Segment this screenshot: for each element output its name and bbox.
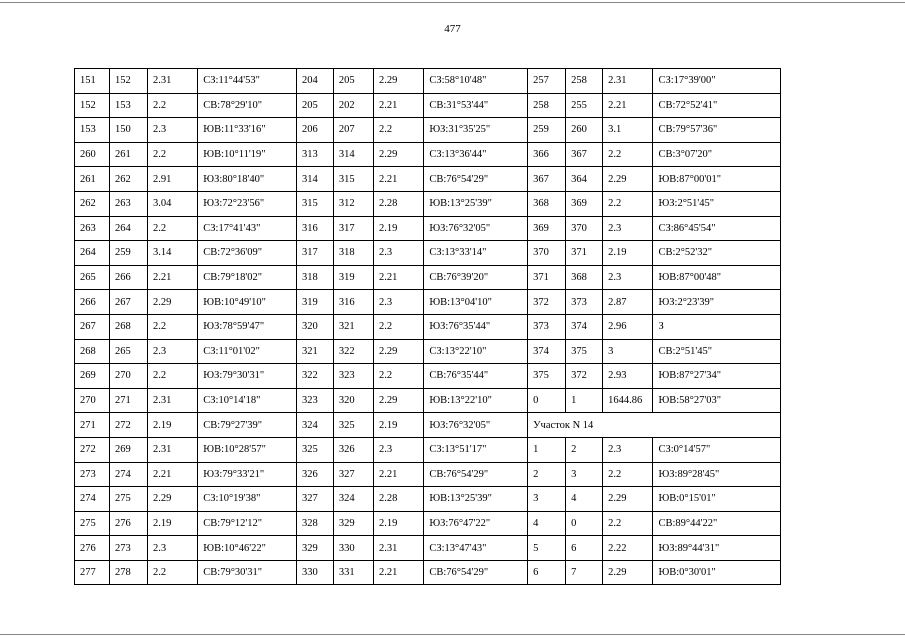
cell-bearing: СВ:89°44'22": [653, 511, 781, 536]
cell-to-point: 202: [333, 93, 373, 118]
cell-from-point: 314: [296, 167, 333, 192]
cell-from-point: 327: [296, 487, 333, 512]
cell-from-point: 375: [528, 364, 566, 389]
table-row: [75, 462, 781, 487]
cell-from-point: 316: [296, 216, 333, 241]
table-row: [75, 437, 781, 462]
cell-from-point: 326: [296, 462, 333, 487]
cell-bearing: ЮЗ:89°44'31": [653, 536, 781, 561]
cell-bearing: ЮЗ:2°23'39": [653, 290, 781, 315]
cell-distance: 3: [603, 339, 653, 364]
cell-bearing: СВ:76°54'29": [424, 462, 528, 487]
cell-distance: 1644.86: [603, 388, 653, 413]
cell-from-point: 366: [528, 142, 566, 167]
cell-from-point: 325: [296, 437, 333, 462]
cell-from-point: 315: [296, 191, 333, 216]
cell-bearing: СЗ:17°41'43": [198, 216, 297, 241]
cell-to-point: 268: [109, 314, 147, 339]
cell-distance: 2.2: [603, 142, 653, 167]
cell-from-point: 204: [296, 69, 333, 94]
cell-to-point: 205: [333, 69, 373, 94]
cell-from-point: 265: [75, 265, 110, 290]
cell-bearing: СЗ:13°51'17": [424, 437, 528, 462]
table-row: [75, 560, 781, 585]
cell-from-point: 373: [528, 314, 566, 339]
cell-bearing: СВ:76°39'20": [424, 265, 528, 290]
cell-to-point: 314: [333, 142, 373, 167]
cell-bearing: ЮЗ:78°59'47": [198, 314, 297, 339]
cell-bearing: ЮВ:10°28'57": [198, 437, 297, 462]
cell-to-point: 316: [333, 290, 373, 315]
cell-bearing: ЮВ:13°25'39": [424, 487, 528, 512]
cell-distance: 2.3: [147, 118, 197, 143]
cell-from-point: 263: [75, 216, 110, 241]
cell-from-point: 322: [296, 364, 333, 389]
cell-bearing: СВ:79°30'31": [198, 560, 297, 585]
cell-distance: 2.21: [147, 265, 197, 290]
cell-distance: 2.3: [603, 437, 653, 462]
cell-to-point: 325: [333, 413, 373, 438]
cell-from-point: 371: [528, 265, 566, 290]
cell-from-point: 268: [75, 339, 110, 364]
cell-bearing: СВ:2°51'45": [653, 339, 781, 364]
cell-to-point: 276: [109, 511, 147, 536]
survey-table: [74, 68, 781, 585]
cell-from-point: 258: [528, 93, 566, 118]
cell-bearing: ЮВ:0°15'01": [653, 487, 781, 512]
cell-to-point: 278: [109, 560, 147, 585]
cell-to-point: 261: [109, 142, 147, 167]
cell-bearing: СЗ:13°22'10": [424, 339, 528, 364]
cell-bearing: ЮЗ:80°18'40": [198, 167, 297, 192]
cell-bearing: СВ:2°52'32": [653, 241, 781, 266]
cell-bearing: СВ:72°36'09": [198, 241, 297, 266]
cell-distance: 2.29: [374, 388, 424, 413]
cell-from-point: 206: [296, 118, 333, 143]
cell-distance: 2.19: [374, 216, 424, 241]
cell-distance: 2.19: [374, 511, 424, 536]
cell-bearing: ЮВ:10°49'10": [198, 290, 297, 315]
cell-bearing: СЗ:11°44'53": [198, 69, 297, 94]
cell-to-point: 321: [333, 314, 373, 339]
cell-to-point: 323: [333, 364, 373, 389]
cell-distance: 2.29: [603, 487, 653, 512]
cell-from-point: 318: [296, 265, 333, 290]
cell-distance: 2.21: [374, 560, 424, 585]
cell-to-point: 330: [333, 536, 373, 561]
cell-distance: 2.2: [147, 93, 197, 118]
cell-distance: 2.3: [374, 437, 424, 462]
cell-distance: 2.3: [603, 216, 653, 241]
table-row: [75, 487, 781, 512]
table-row: [75, 191, 781, 216]
cell-from-point: 276: [75, 536, 110, 561]
cell-bearing: СВ:78°29'10": [198, 93, 297, 118]
cell-from-point: 321: [296, 339, 333, 364]
cell-bearing: ЮВ:13°22'10": [424, 388, 528, 413]
cell-to-point: 324: [333, 487, 373, 512]
cell-to-point: 267: [109, 290, 147, 315]
cell-from-point: 261: [75, 167, 110, 192]
cell-distance: 2.93: [603, 364, 653, 389]
cell-to-point: 152: [109, 69, 147, 94]
cell-distance: 2.29: [374, 339, 424, 364]
cell-distance: 2.19: [147, 413, 197, 438]
cell-from-point: 151: [75, 69, 110, 94]
cell-from-point: 270: [75, 388, 110, 413]
cell-from-point: 324: [296, 413, 333, 438]
cell-distance: 2.29: [147, 290, 197, 315]
cell-distance: 2.3: [374, 290, 424, 315]
cell-distance: 2.2: [603, 191, 653, 216]
cell-to-point: 7: [566, 560, 603, 585]
cell-bearing: СВ:31°53'44": [424, 93, 528, 118]
cell-to-point: 265: [109, 339, 147, 364]
cell-from-point: 6: [528, 560, 566, 585]
cell-from-point: 328: [296, 511, 333, 536]
cell-bearing: ЮЗ:2°51'45": [653, 191, 781, 216]
cell-from-point: 1: [528, 437, 566, 462]
cell-bearing: ЮЗ:76°32'05": [424, 413, 528, 438]
cell-to-point: 372: [566, 364, 603, 389]
cell-to-point: 266: [109, 265, 147, 290]
cell-distance: 2.31: [147, 388, 197, 413]
cell-from-point: 205: [296, 93, 333, 118]
cell-bearing: СЗ:10°14'18": [198, 388, 297, 413]
table-row: [75, 93, 781, 118]
scan-top-edge: [0, 2, 905, 3]
cell-to-point: 374: [566, 314, 603, 339]
cell-to-point: 315: [333, 167, 373, 192]
cell-distance: 2.21: [147, 462, 197, 487]
cell-from-point: 329: [296, 536, 333, 561]
cell-bearing: ЮЗ:79°33'21": [198, 462, 297, 487]
cell-bearing: З: [653, 314, 781, 339]
cell-to-point: 275: [109, 487, 147, 512]
cell-distance: 2.2: [147, 216, 197, 241]
cell-to-point: 367: [566, 142, 603, 167]
cell-to-point: 3: [566, 462, 603, 487]
cell-bearing: СЗ:13°47'43": [424, 536, 528, 561]
table-row: [75, 69, 781, 94]
cell-distance: 2.3: [147, 536, 197, 561]
cell-to-point: 259: [109, 241, 147, 266]
cell-to-point: 331: [333, 560, 373, 585]
table-row: [75, 314, 781, 339]
cell-to-point: 150: [109, 118, 147, 143]
cell-to-point: 375: [566, 339, 603, 364]
cell-distance: 2.29: [374, 69, 424, 94]
cell-from-point: 320: [296, 314, 333, 339]
table-row: [75, 241, 781, 266]
cell-to-point: 262: [109, 167, 147, 192]
cell-bearing: ЮВ:87°27'34": [653, 364, 781, 389]
cell-from-point: 3: [528, 487, 566, 512]
cell-bearing: СЗ:58°10'48": [424, 69, 528, 94]
cell-to-point: 258: [566, 69, 603, 94]
cell-bearing: ЮВ:87°00'48": [653, 265, 781, 290]
cell-to-point: 264: [109, 216, 147, 241]
cell-to-point: 153: [109, 93, 147, 118]
cell-distance: 2.28: [374, 191, 424, 216]
cell-from-point: 264: [75, 241, 110, 266]
cell-distance: 3.14: [147, 241, 197, 266]
cell-distance: 2.29: [147, 487, 197, 512]
survey-table-body: [75, 69, 781, 585]
cell-distance: 2.3: [374, 241, 424, 266]
cell-from-point: 374: [528, 339, 566, 364]
cell-bearing: ЮВ:87°00'01": [653, 167, 781, 192]
cell-distance: 2.29: [603, 560, 653, 585]
cell-bearing: СВ:79°27'39": [198, 413, 297, 438]
cell-bearing: ЮВ:58°27'03": [653, 388, 781, 413]
table-row: [75, 511, 781, 536]
cell-bearing: СЗ:86°45'54": [653, 216, 781, 241]
cell-from-point: 257: [528, 69, 566, 94]
cell-from-point: 153: [75, 118, 110, 143]
cell-bearing: ЮВ:11°33'16": [198, 118, 297, 143]
cell-to-point: 269: [109, 437, 147, 462]
cell-from-point: 262: [75, 191, 110, 216]
cell-bearing: СЗ:11°01'02": [198, 339, 297, 364]
cell-distance: 2.31: [603, 69, 653, 94]
table-row: [75, 142, 781, 167]
cell-to-point: 273: [109, 536, 147, 561]
table-row: [75, 364, 781, 389]
cell-from-point: 267: [75, 314, 110, 339]
cell-from-point: 275: [75, 511, 110, 536]
cell-to-point: 270: [109, 364, 147, 389]
cell-to-point: 312: [333, 191, 373, 216]
cell-distance: 2.19: [603, 241, 653, 266]
cell-from-point: 2: [528, 462, 566, 487]
cell-to-point: 370: [566, 216, 603, 241]
cell-from-point: 273: [75, 462, 110, 487]
section-caption: Участок N 14: [528, 413, 781, 438]
cell-distance: 2.29: [603, 167, 653, 192]
cell-from-point: 313: [296, 142, 333, 167]
cell-distance: 2.19: [147, 511, 197, 536]
cell-bearing: ЮЗ:76°32'05": [424, 216, 528, 241]
table-row: [75, 265, 781, 290]
cell-bearing: ЮЗ:31°35'25": [424, 118, 528, 143]
cell-from-point: 4: [528, 511, 566, 536]
cell-distance: 2.3: [147, 339, 197, 364]
cell-to-point: 274: [109, 462, 147, 487]
table-row: [75, 118, 781, 143]
cell-distance: 2.96: [603, 314, 653, 339]
cell-to-point: 271: [109, 388, 147, 413]
cell-to-point: 371: [566, 241, 603, 266]
cell-to-point: 2: [566, 437, 603, 462]
cell-distance: 2.22: [603, 536, 653, 561]
cell-from-point: 271: [75, 413, 110, 438]
cell-from-point: 367: [528, 167, 566, 192]
cell-to-point: 263: [109, 191, 147, 216]
cell-to-point: 318: [333, 241, 373, 266]
cell-to-point: 329: [333, 511, 373, 536]
cell-distance: 2.2: [603, 511, 653, 536]
cell-to-point: 327: [333, 462, 373, 487]
cell-bearing: ЮВ:10°11'19": [198, 142, 297, 167]
cell-to-point: 207: [333, 118, 373, 143]
cell-from-point: 330: [296, 560, 333, 585]
cell-bearing: СВ:3°07'20": [653, 142, 781, 167]
scan-bottom-edge: [0, 634, 905, 635]
cell-bearing: СВ:76°54'29": [424, 560, 528, 585]
table-row: [75, 339, 781, 364]
cell-from-point: 319: [296, 290, 333, 315]
cell-to-point: 260: [566, 118, 603, 143]
cell-from-point: 323: [296, 388, 333, 413]
cell-bearing: СЗ:13°36'44": [424, 142, 528, 167]
cell-bearing: ЮЗ:79°30'31": [198, 364, 297, 389]
cell-distance: 2.21: [374, 265, 424, 290]
cell-bearing: СЗ:0°14'57": [653, 437, 781, 462]
table-row: [75, 216, 781, 241]
cell-distance: 2.2: [147, 314, 197, 339]
cell-from-point: 317: [296, 241, 333, 266]
cell-distance: 2.19: [374, 413, 424, 438]
cell-from-point: 260: [75, 142, 110, 167]
cell-to-point: 364: [566, 167, 603, 192]
table-row: [75, 413, 781, 438]
cell-distance: 2.3: [603, 265, 653, 290]
cell-distance: 2.21: [374, 167, 424, 192]
cell-distance: 2.2: [147, 142, 197, 167]
cell-bearing: ЮЗ:76°47'22": [424, 511, 528, 536]
cell-distance: 2.2: [374, 364, 424, 389]
cell-bearing: СЗ:17°39'00": [653, 69, 781, 94]
cell-from-point: 259: [528, 118, 566, 143]
cell-from-point: 274: [75, 487, 110, 512]
cell-to-point: 320: [333, 388, 373, 413]
cell-bearing: СВ:76°54'29": [424, 167, 528, 192]
table-row: [75, 388, 781, 413]
cell-distance: 2.28: [374, 487, 424, 512]
cell-to-point: 255: [566, 93, 603, 118]
cell-bearing: ЮВ:0°30'01": [653, 560, 781, 585]
cell-bearing: СВ:79°57'36": [653, 118, 781, 143]
cell-distance: 2.31: [374, 536, 424, 561]
cell-distance: 2.21: [603, 93, 653, 118]
cell-bearing: СВ:79°12'12": [198, 511, 297, 536]
cell-from-point: 266: [75, 290, 110, 315]
cell-to-point: 6: [566, 536, 603, 561]
cell-distance: 2.21: [374, 462, 424, 487]
cell-bearing: ЮЗ:72°23'56": [198, 191, 297, 216]
cell-distance: 2.2: [147, 560, 197, 585]
cell-bearing: ЮВ:13°04'10": [424, 290, 528, 315]
cell-distance: 3.1: [603, 118, 653, 143]
cell-from-point: 5: [528, 536, 566, 561]
cell-distance: 2.91: [147, 167, 197, 192]
cell-to-point: 373: [566, 290, 603, 315]
cell-distance: 2.2: [374, 118, 424, 143]
cell-distance: 3.04: [147, 191, 197, 216]
cell-bearing: СВ:76°35'44": [424, 364, 528, 389]
cell-from-point: 372: [528, 290, 566, 315]
cell-to-point: 319: [333, 265, 373, 290]
cell-distance: 2.31: [147, 69, 197, 94]
cell-to-point: 369: [566, 191, 603, 216]
table-row: [75, 167, 781, 192]
cell-bearing: ЮВ:10°46'22": [198, 536, 297, 561]
cell-from-point: 277: [75, 560, 110, 585]
cell-from-point: 0: [528, 388, 566, 413]
table-row: [75, 290, 781, 315]
cell-bearing: СЗ:13°33'14": [424, 241, 528, 266]
cell-bearing: ЮЗ:89°28'45": [653, 462, 781, 487]
cell-from-point: 269: [75, 364, 110, 389]
cell-distance: 2.2: [603, 462, 653, 487]
cell-from-point: 369: [528, 216, 566, 241]
cell-bearing: ЮВ:13°25'39": [424, 191, 528, 216]
table-row: [75, 536, 781, 561]
cell-distance: 2.21: [374, 93, 424, 118]
cell-to-point: 317: [333, 216, 373, 241]
cell-distance: 2.29: [374, 142, 424, 167]
cell-to-point: 272: [109, 413, 147, 438]
cell-to-point: 0: [566, 511, 603, 536]
cell-from-point: 368: [528, 191, 566, 216]
cell-to-point: 326: [333, 437, 373, 462]
cell-to-point: 4: [566, 487, 603, 512]
cell-from-point: 152: [75, 93, 110, 118]
cell-distance: 2.87: [603, 290, 653, 315]
cell-bearing: СВ:79°18'02": [198, 265, 297, 290]
cell-bearing: СВ:72°52'41": [653, 93, 781, 118]
cell-bearing: ЮЗ:76°35'44": [424, 314, 528, 339]
cell-to-point: 322: [333, 339, 373, 364]
cell-distance: 2.2: [147, 364, 197, 389]
cell-bearing: СЗ:10°19'38": [198, 487, 297, 512]
cell-distance: 2.2: [374, 314, 424, 339]
cell-distance: 2.31: [147, 437, 197, 462]
cell-to-point: 1: [566, 388, 603, 413]
cell-to-point: 368: [566, 265, 603, 290]
cell-from-point: 370: [528, 241, 566, 266]
page-number: 477: [444, 23, 461, 35]
cell-from-point: 272: [75, 437, 110, 462]
